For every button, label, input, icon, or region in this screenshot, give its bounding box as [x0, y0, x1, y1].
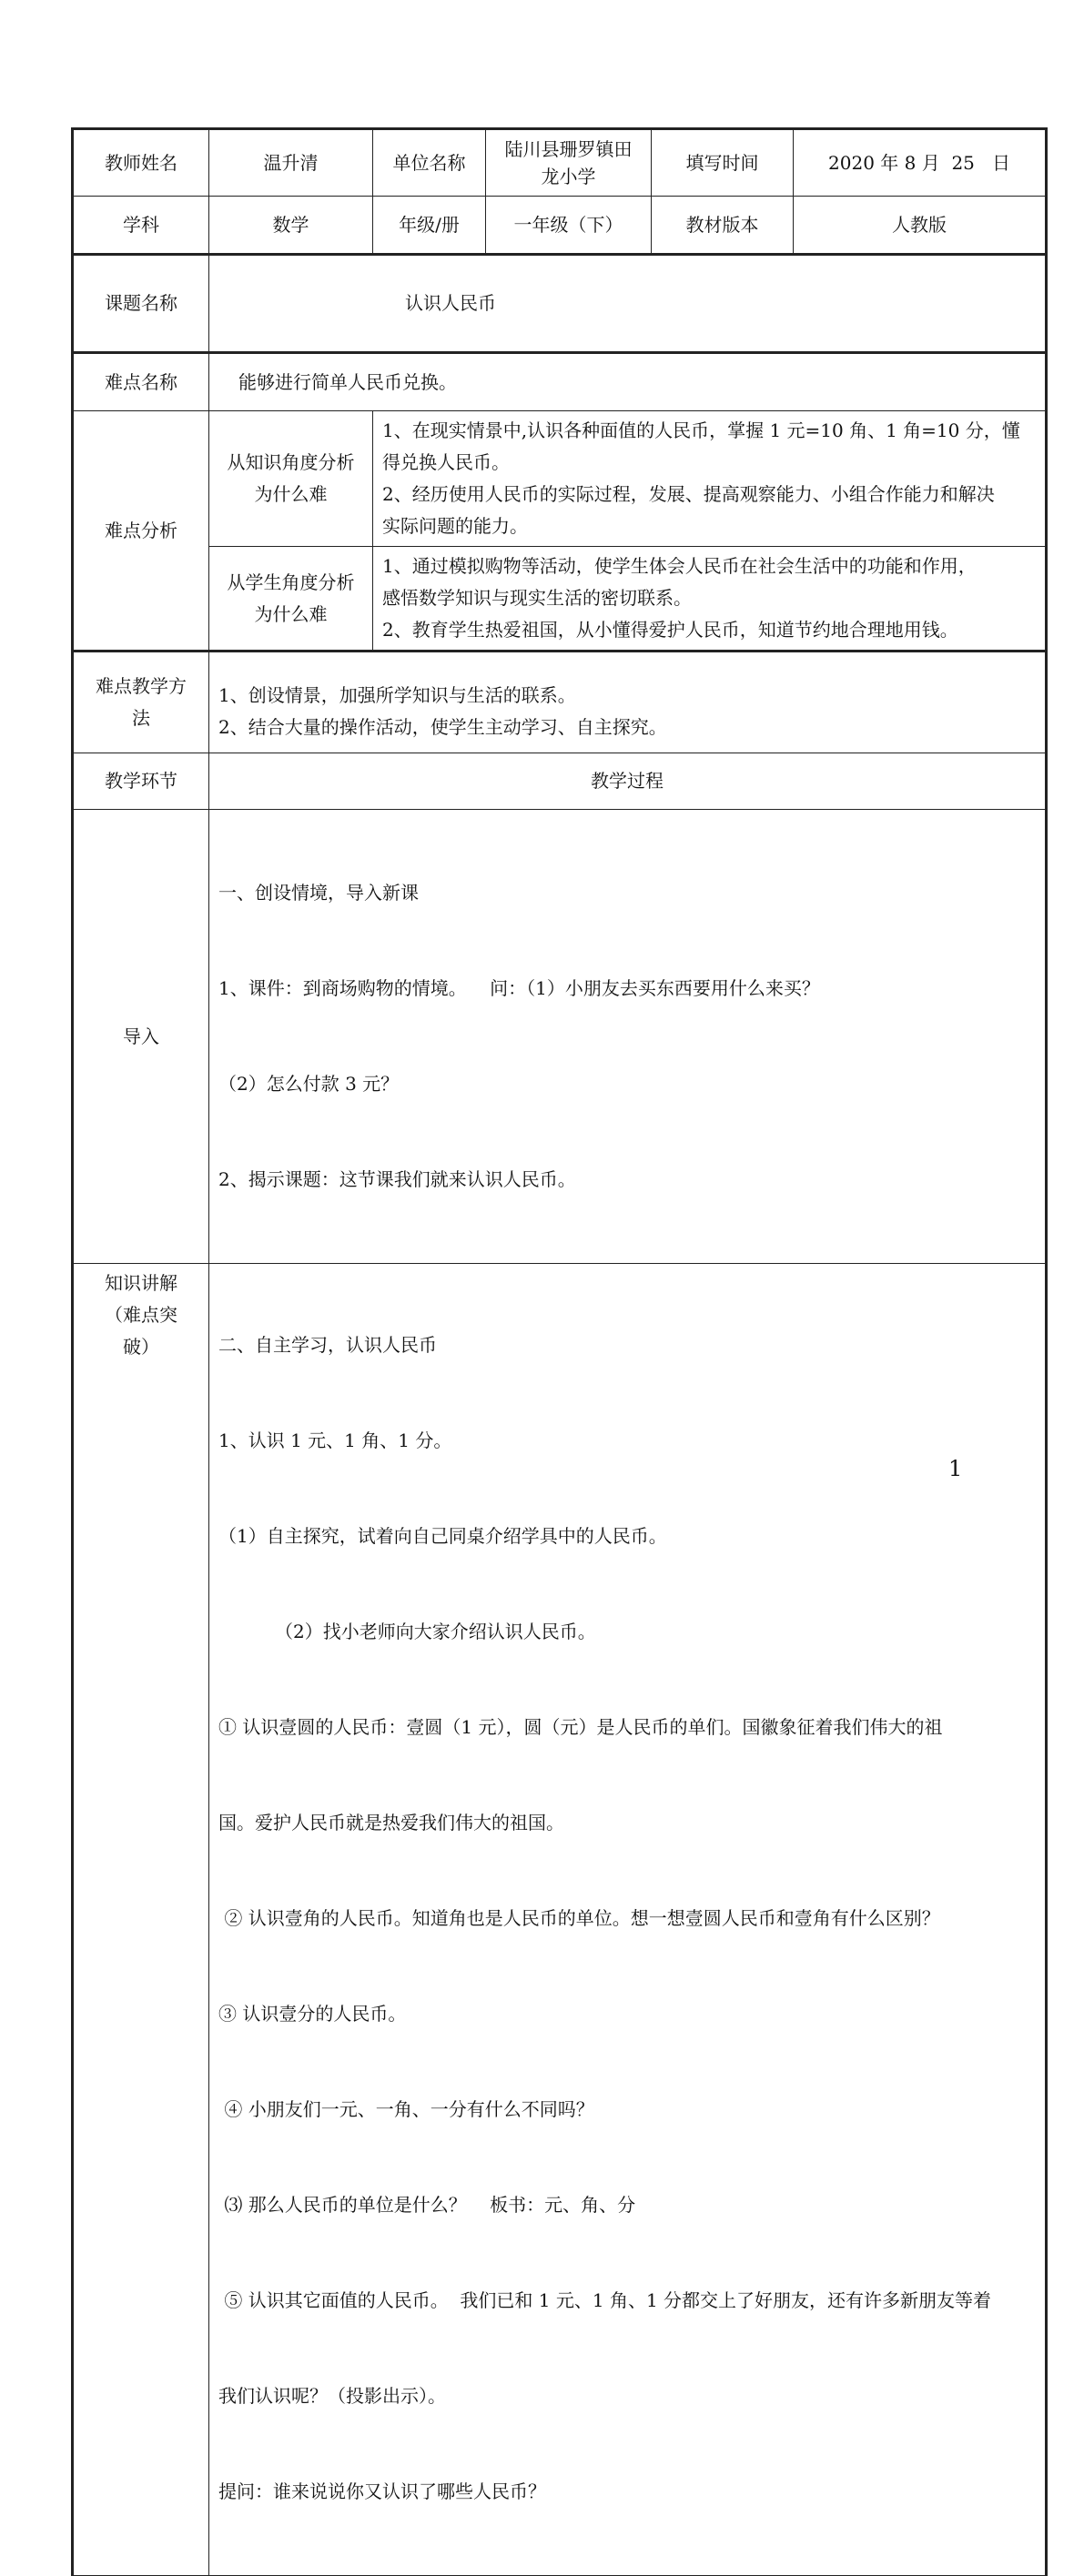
student-line-3: 2、教育学生热爱祖国，从小懂得爱护人民币，知道节约地合理地用钱。	[382, 619, 958, 641]
knowledge-content	[209, 1264, 1047, 2576]
lesson-plan-table	[71, 127, 1048, 2576]
unit-value	[486, 129, 652, 197]
knowledge-label-line-2: （难点突	[105, 1304, 177, 1326]
knowledge-angle-line-2: 为什么难	[254, 483, 328, 505]
knowledge-content-line-13: 提问：谁来说说你又认识了哪些人民币？	[218, 2480, 546, 2502]
knowledge-label-line-3: 破）	[123, 1336, 159, 1358]
grade-label: 年级/册	[373, 197, 486, 255]
difficulty-cell	[209, 353, 1047, 411]
process-stage-label: 教学环节	[73, 753, 209, 810]
intro-line-1: 一、创设情境，导入新课	[218, 882, 419, 904]
student-line-1: 1、通过模拟购物等活动，使学生体会人民币在社会生活中的功能和作用，	[382, 555, 977, 577]
process-header-row	[73, 753, 1047, 810]
student-angle-line-1: 从学生角度分析	[227, 571, 355, 593]
header-row-2	[73, 197, 1047, 255]
topic-cell	[209, 255, 1047, 353]
edition-label: 教材版本	[652, 197, 794, 255]
intro-line-4: 2、揭示课题：这节课我们就来认识人民币。	[218, 1168, 576, 1190]
method-label-line-2: 法	[132, 707, 150, 729]
knowledge-content-line-2: 1、认识 1 元、1 角、1 分。	[218, 1429, 452, 1451]
method-line-2: 2、结合大量的操作活动，使学生主动学习、自主探究。	[218, 716, 667, 738]
unit-value-line-2: 龙小学	[541, 166, 596, 187]
grade-value: 一年级（下）	[486, 197, 652, 255]
method-label-line-1: 难点教学方	[96, 675, 187, 697]
subject-label: 学科	[73, 197, 209, 255]
teacher-label: 教师姓名	[73, 129, 209, 197]
knowledge-line-2: 得兑换人民币。	[382, 451, 510, 473]
knowledge-content-line-3: （1）自主探究，试着向自己同桌介绍学具中的人民币。	[218, 1525, 667, 1547]
difficulty-row	[73, 353, 1047, 411]
knowledge-row	[73, 1264, 1047, 2576]
topic-value: 认识人民币	[405, 292, 496, 314]
intro-row	[73, 810, 1047, 1264]
intro-label: 导入	[73, 810, 209, 1264]
analysis-knowledge-row	[73, 411, 1047, 547]
process-title: 教学过程	[209, 753, 1047, 810]
knowledge-line-1: 1、在现实情景中,认识各种面值的人民币，掌握 1 元=10 角、1 角=10 分，懂	[382, 419, 1020, 441]
intro-content	[209, 810, 1047, 1264]
knowledge-line-4: 实际问题的能力。	[382, 515, 528, 537]
knowledge-content-line-11: ⑤ 认识其它面值的人民币。 我们已和 1 元、1 角、1 分都交上了好朋友，还有许多新朋友等着	[218, 2289, 992, 2311]
knowledge-angle-label	[209, 411, 373, 547]
difficulty-value: 能够进行简单人民币兑换。	[238, 370, 457, 393]
student-line-2: 感悟数学知识与现实生活的密切联系。	[382, 587, 692, 609]
knowledge-content-line-12: 我们认识呢？（投影出示）。	[218, 2385, 446, 2407]
intro-line-2: 1、课件：到商场购物的情境。 问：（1）小朋友去买东西要用什么来买？	[218, 977, 820, 999]
date-label: 填写时间	[652, 129, 794, 197]
method-content	[209, 652, 1047, 753]
knowledge-label-line-1: 知识讲解	[105, 1272, 177, 1294]
knowledge-content-line-4: （2）找小老师向大家介绍认识人民币。	[275, 1621, 596, 1642]
knowledge-content-line-5: ① 认识壹圆的人民币：壹圆（1 元），圆（元）是人民币的单们。国徽象征着我们伟大的祖	[218, 1716, 943, 1738]
student-angle-line-2: 为什么难	[254, 602, 328, 625]
date-value: 2020 年 8 月 25 日	[794, 129, 1047, 197]
topic-label: 课题名称	[73, 255, 209, 353]
analysis-student-row	[73, 547, 1047, 652]
knowledge-content-line-10: ⑶ 那么人民币的单位是什么？ 板书：元、角、分	[218, 2194, 636, 2216]
knowledge-angle-line-1: 从知识角度分析	[227, 451, 355, 473]
topic-row	[73, 255, 1047, 353]
analysis-label: 难点分析	[73, 411, 209, 652]
unit-label: 单位名称	[373, 129, 486, 197]
knowledge-content-line-8: ③ 认识壹分的人民币。	[218, 2003, 407, 2025]
difficulty-label: 难点名称	[73, 353, 209, 411]
knowledge-line-3: 2、经历使用人民币的实际过程，发展、提高观察能力、小组合作能力和解决	[382, 483, 995, 505]
student-angle-content	[373, 547, 1047, 652]
method-row	[73, 652, 1047, 753]
knowledge-content-line-7: ② 认识壹角的人民币。知道角也是人民币的单位。想一想壹圆人民币和壹角有什么区别？	[218, 1907, 940, 1929]
knowledge-label	[73, 1264, 209, 2576]
knowledge-angle-content	[373, 411, 1047, 547]
method-label	[73, 652, 209, 753]
student-angle-label	[209, 547, 373, 652]
header-row-1	[73, 129, 1047, 197]
knowledge-content-line-1: 二、自主学习，认识人民币	[218, 1334, 437, 1356]
knowledge-content-line-6: 国。爱护人民币就是热爱我们伟大的祖国。	[218, 1812, 564, 1834]
edition-value: 人教版	[794, 197, 1047, 255]
page-number: 1	[948, 1456, 963, 1481]
knowledge-content-line-9: ④ 小朋友们一元、一角、一分有什么不同吗？	[218, 2098, 594, 2120]
subject-value: 数学	[209, 197, 373, 255]
intro-line-3: （2）怎么付款 3 元？	[218, 1073, 400, 1095]
teacher-value: 温升清	[209, 129, 373, 197]
method-line-1: 1、创设情景，加强所学知识与生活的联系。	[218, 684, 576, 706]
unit-value-line-1: 陆川县珊罗镇田	[504, 138, 633, 160]
